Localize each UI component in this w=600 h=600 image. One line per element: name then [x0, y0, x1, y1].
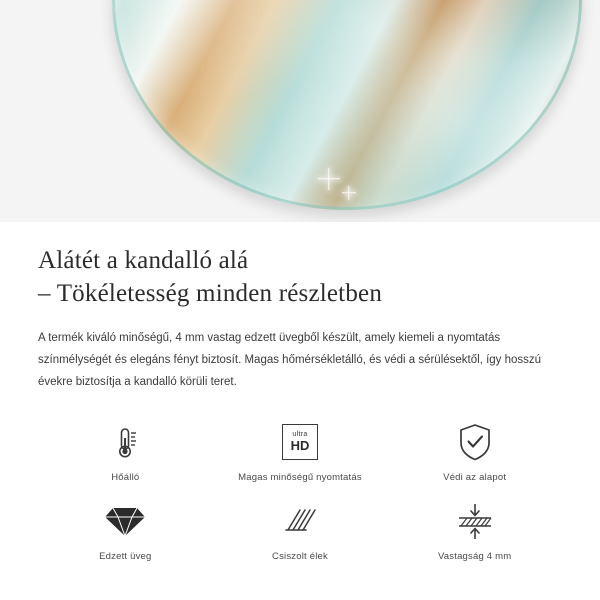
badge-ultra-text: ultra: [292, 431, 308, 439]
thickness-icon: [453, 499, 497, 543]
feature-grid: [38, 420, 562, 562]
feature-item-thickness: [387, 499, 562, 562]
feature-label: Védi az alapot: [443, 471, 507, 483]
headline-line-2: – Tökéletesség minden részletben: [38, 280, 383, 308]
content-area: [0, 222, 600, 562]
feature-label: Hőálló: [111, 471, 140, 483]
glass-board-edge: [112, 0, 582, 210]
feature-label: Vastagság 4 mm: [437, 550, 512, 562]
feature-item-tempered-glass: [38, 499, 213, 562]
headline-line-1: Alátét a kandalló alá: [38, 247, 249, 274]
hero-image: [0, 0, 600, 222]
diamond-icon: [104, 499, 146, 543]
polished-edges-icon: [280, 499, 320, 543]
feature-label: Magas minőségű nyomtatás: [238, 471, 362, 483]
feature-item-protects-base: [387, 420, 562, 483]
feature-item-heat-resistant: [38, 420, 213, 483]
feature-label: Edzett üveg: [99, 550, 152, 562]
feature-item-print-quality: [213, 420, 388, 483]
glass-board-image: [112, 0, 582, 210]
description-paragraph: A termék kiváló minőségű, 4 mm vastag edzett üvegből készült, amely kiemeli a nyomtatás színmélységét és elegáns fényt biztosít. Magas hőmérsékletálló, és védi a sérülésektől, így hosszú évekre biztosítja a kandalló körüli teret.: [38, 331, 542, 389]
feature-item-polished-edges: [213, 499, 388, 562]
ultra-hd-icon: [282, 420, 318, 464]
page-title: [38, 222, 562, 311]
feature-label: Csiszolt élek: [272, 550, 328, 562]
shield-check-icon: [455, 420, 495, 464]
thermometer-icon: [105, 420, 145, 464]
badge-hd-text: HD: [290, 438, 310, 454]
